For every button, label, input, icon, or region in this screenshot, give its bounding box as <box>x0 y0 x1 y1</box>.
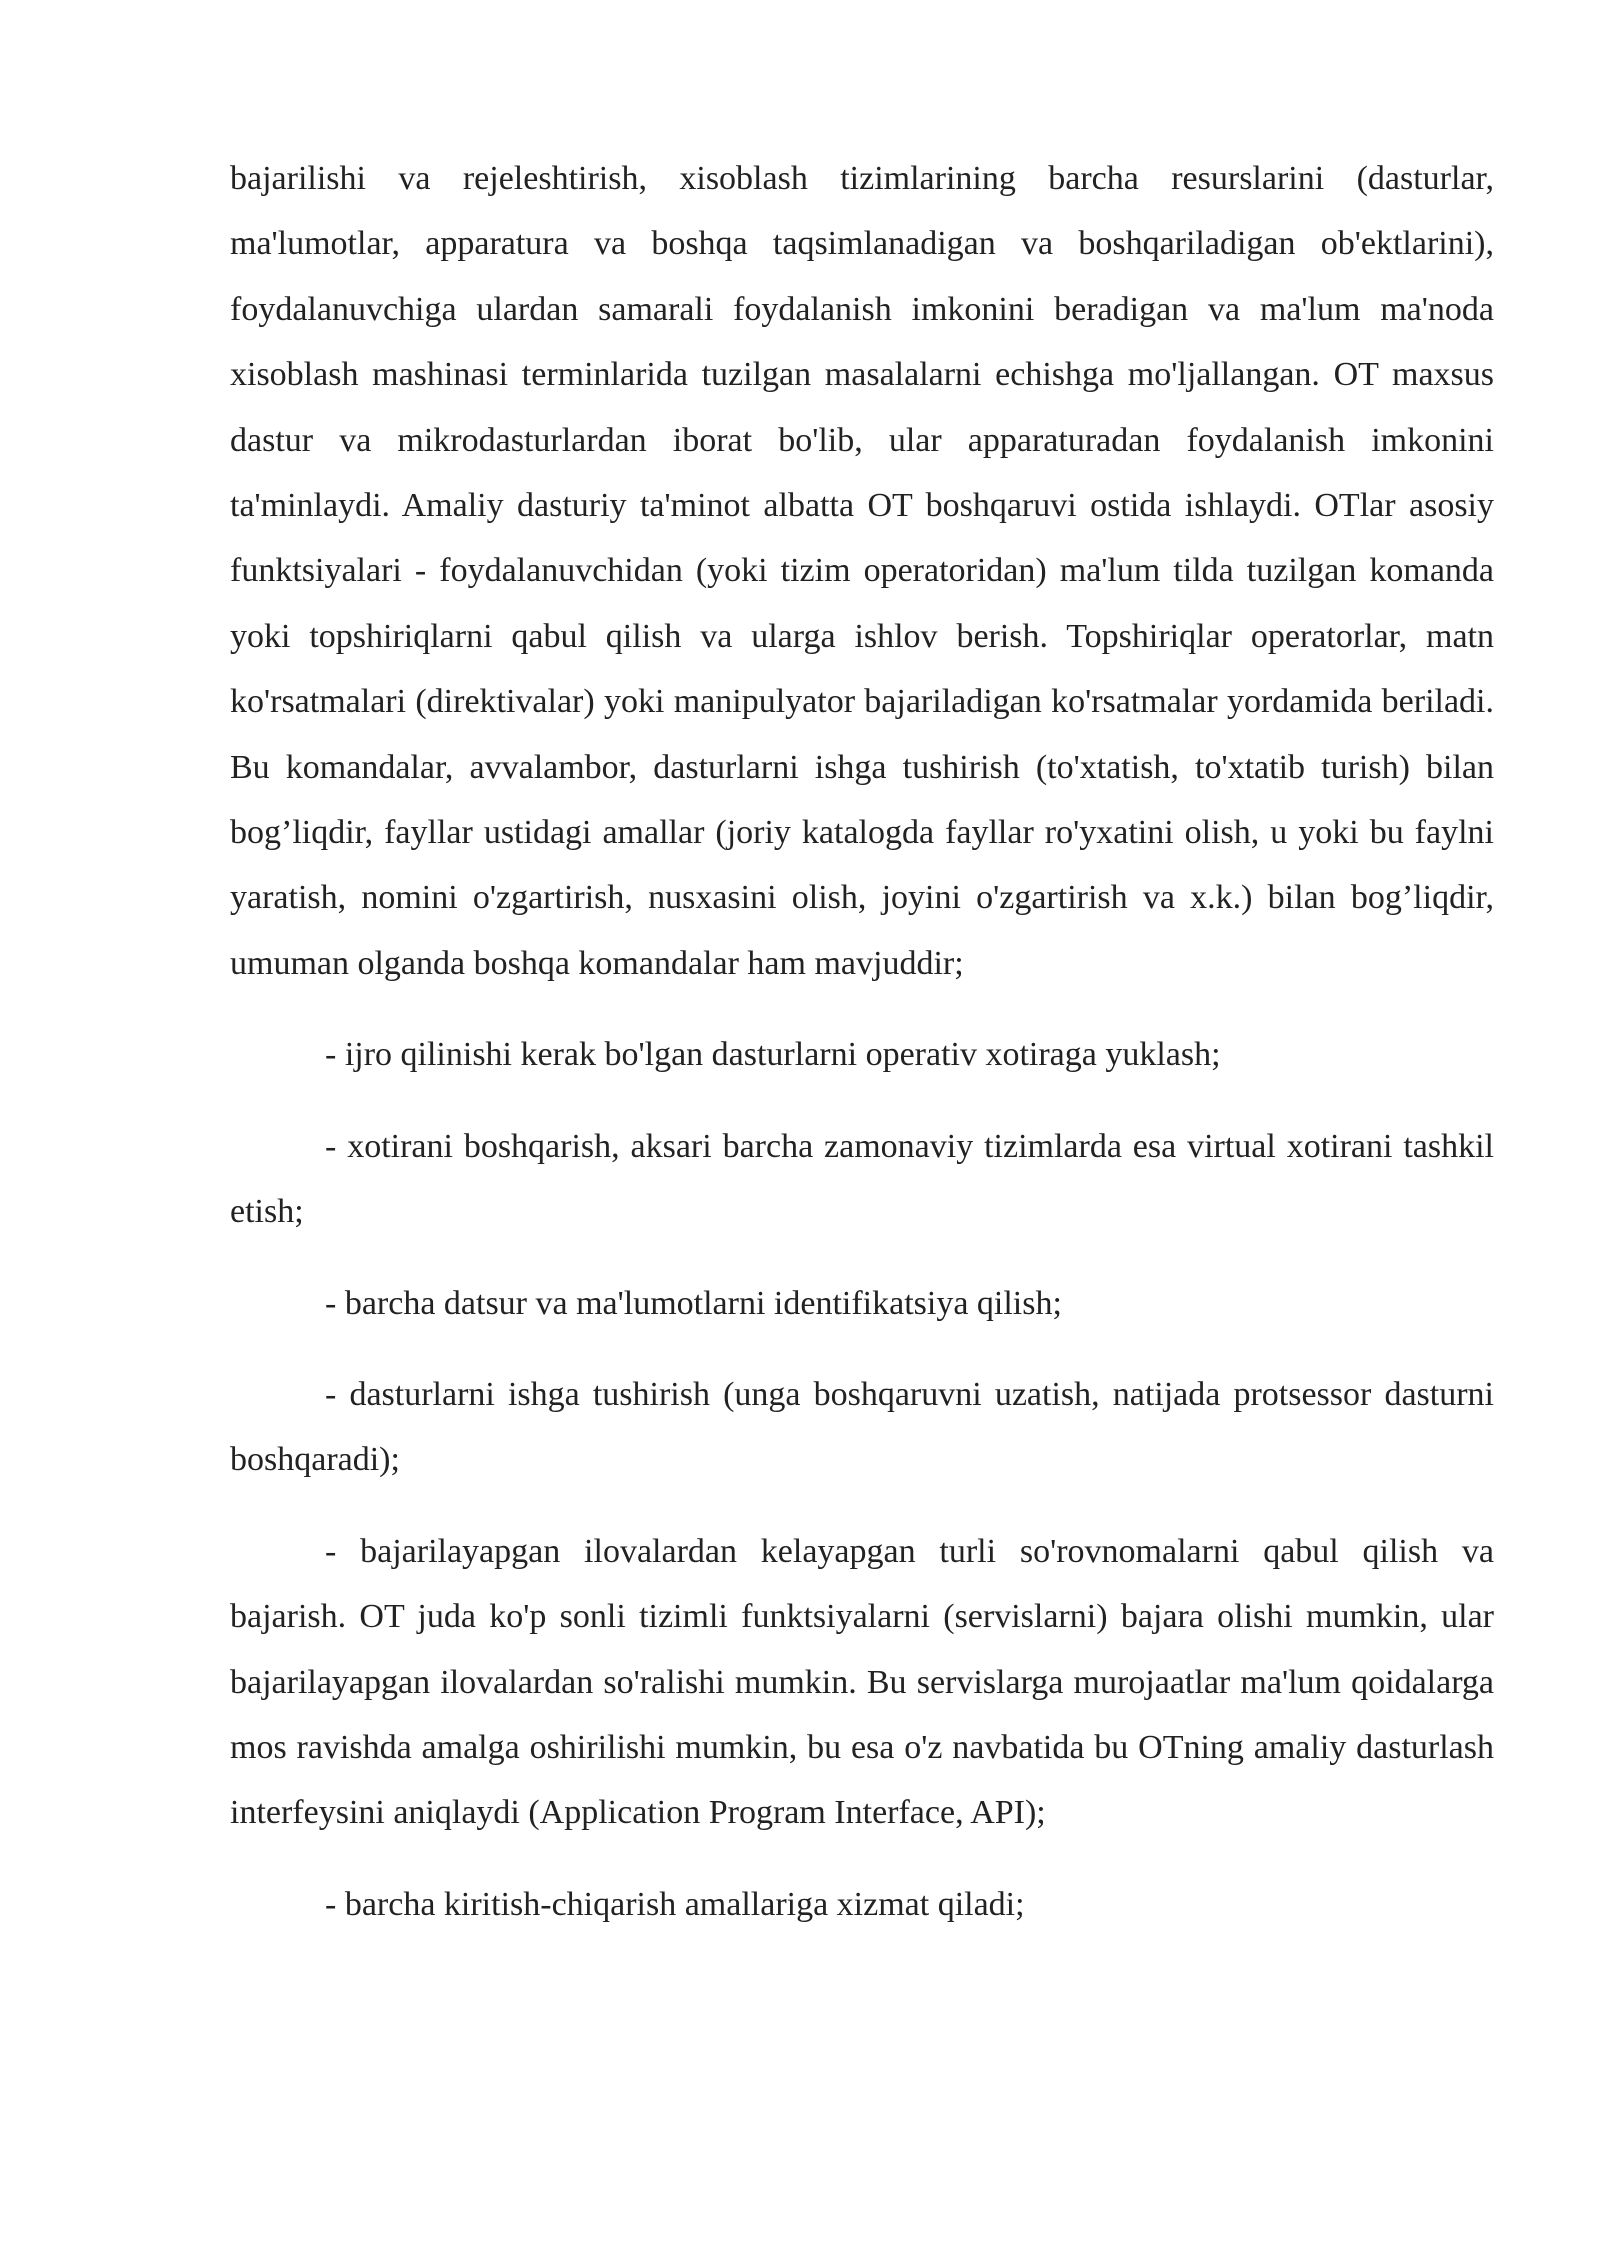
document-body <box>230 146 1494 1937</box>
list-item-load-programs: - ijro qilinishi kerak bo'lgan dasturlarni operativ xotiraga yuklash; <box>325 1036 1221 1074</box>
list-item-identification: - barcha datsur va ma'lumotlarni identifikatsiya qilish; <box>325 1284 1062 1322</box>
list-item-requests-api: - bajarilayapgan ilovalardan kelayapgan turli so'rovnomalarni qabul qilish va bajarish. OT juda ko'p sonli tizimli funktsiyalarni (servislarni) bajara olishi mumkin, ular bajarilayapgan ilovalardan so'ralishi mumkin. Bu servislarga murojaatlar ma'lum qoidalarga mos ravishda amalga oshirilishi mumkin, bu esa o'z navbatida bu OTning amaliy dasturlash interfeysini aniqlaydi (Application Program Interface, API); <box>230 1532 1494 1832</box>
list-item-io-operations: - barcha kiritish-chiqarish amallariga xizmat qiladi; <box>325 1885 1025 1923</box>
intro-paragraph: bajarilishi va rejeleshtirish, xisoblash tizimlarining barcha resurslarini (dasturlar, ma'lumotlar, apparatura va boshqa taqsimlanadigan va boshqariladigan ob'ektlarini), foydalanuvchiga ulardan samarali foydalanish imkonini beradigan va ma'lum ma'noda xisoblash mashinasi terminlarida tuzilgan masalalarni echishga mo'ljallangan. OT maxsus dastur va mikrodasturlardan iborat bo'lib, ular apparaturadan foydalanish imkonini ta'minlaydi. Amaliy dasturiy ta'minot albatta OT boshqaruvi ostida ishlaydi. OTlar asosiy funktsiyalari - foydalanuvchidan (yoki tizim operatoridan) ma'lum tilda tuzilgan komanda yoki topshiriqlarni qabul qilish va ularga ishlov berish. Topshiriqlar operatorlar, matn ko'rsatmalari (direktivalar) yoki manipulyator bajariladigan ko'rsatmalar yordamida beriladi. Bu komandalar, avvalambor, dasturlarni ishga tushirish (to'xtatish, to'xtatib turish) bilan bog’liqdir, fayllar ustidagi amallar (joriy katalogda fayllar ro'yxatini olish, u yoki bu faylni yaratish, nomini o'zgartirish, nusxasini olish, joyini o'zgartirish va x.k.) bilan bog’liqdir, umuman olganda boshqa komandalar ham mavjuddir; <box>230 160 1494 982</box>
list-item-memory-management: - xotirani boshqarish, aksari barcha zamonaviy tizimlarda esa virtual xotirani tashkil etish; <box>230 1127 1494 1231</box>
list-item-run-programs: - dasturlarni ishga tushirish (unga boshqaruvni uzatish, natijada protsessor dasturni boshqaradi); <box>230 1375 1494 1479</box>
